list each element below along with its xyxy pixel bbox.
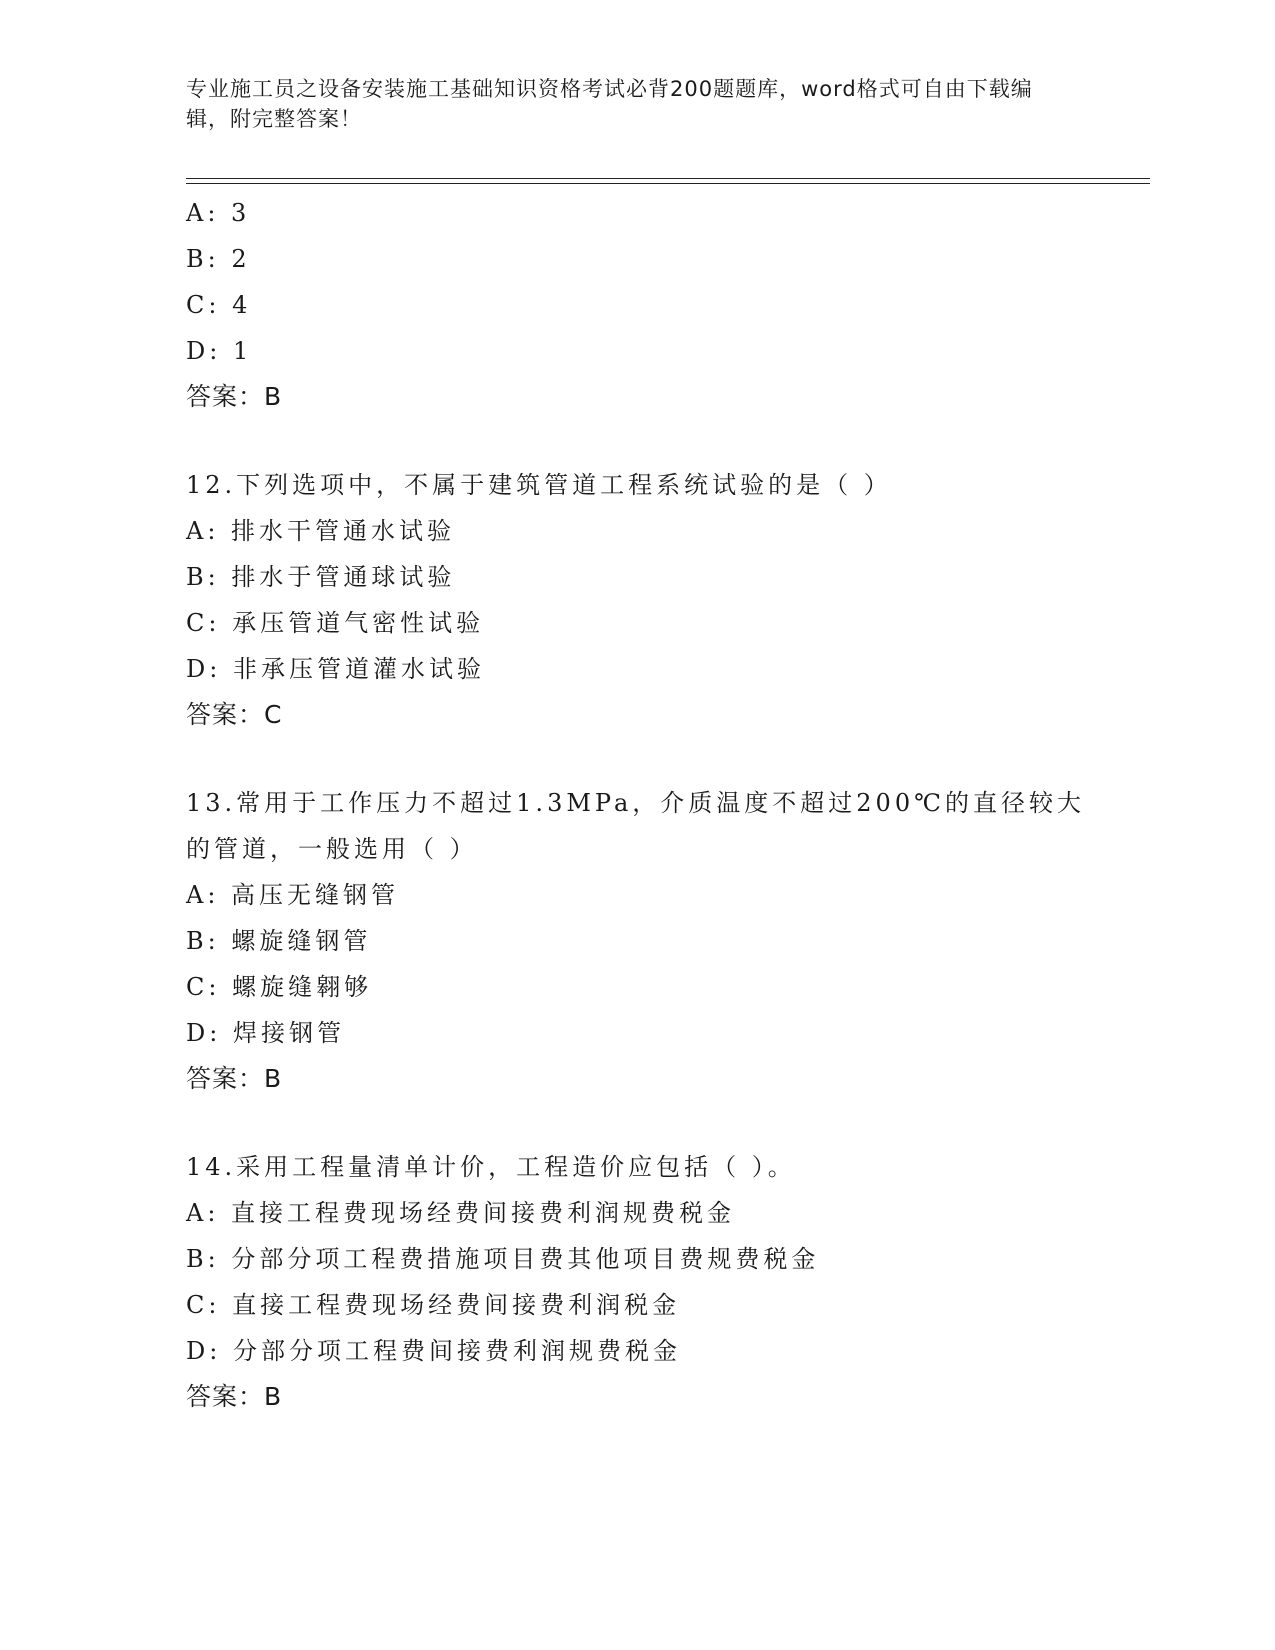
spacer <box>186 738 1150 780</box>
option-c: C: 直接工程费现场经费间接费利润税金 <box>186 1291 681 1319</box>
question-block-14 <box>186 1144 1150 1420</box>
option-d: D: 分部分项工程费间接费利润规费税金 <box>186 1337 681 1365</box>
option-a: A: 排水干管通水试验 <box>186 517 456 545</box>
answer-line: 答案：B <box>186 1382 283 1411</box>
spacer <box>186 420 1150 462</box>
question-stem: 12.下列选项中，不属于建筑管道工程系统试验的是（ ） <box>186 471 892 499</box>
option-b: B: 排水于管通球试验 <box>186 563 456 591</box>
question-block-12 <box>186 462 1150 738</box>
option-c: C: 4 <box>186 291 252 319</box>
option-c: C: 承压管道气密性试验 <box>186 609 485 637</box>
option-a: A: 高压无缝钢管 <box>186 881 400 909</box>
option-b: B: 螺旋缝钢管 <box>186 927 372 955</box>
option-d: D: 焊接钢管 <box>186 1019 345 1047</box>
header-rule-top <box>186 178 1150 179</box>
answer-line: 答案：B <box>186 1064 283 1093</box>
option-d: D: 1 <box>186 337 253 365</box>
option-b: B: 分部分项工程费措施项目费其他项目费规费税金 <box>186 1245 820 1273</box>
question-content <box>186 190 1150 1420</box>
question-stem: 13.常用于工作压力不超过1.3MPa，介质温度不超过200℃的直径较大的管道，一般选用（ ） <box>186 789 1085 863</box>
question-stem: 14.采用工程量清单计价，工程造价应包括（ ）。 <box>186 1153 796 1181</box>
option-c: C: 螺旋缝翱够 <box>186 973 373 1001</box>
answer-line: 答案：B <box>186 382 283 411</box>
question-block-11 <box>186 190 1150 420</box>
answer-line: 答案：C <box>186 700 283 729</box>
spacer <box>186 1102 1150 1144</box>
option-b: B: 2 <box>186 245 251 273</box>
option-d: D: 非承压管道灌水试验 <box>186 655 485 683</box>
question-block-13 <box>186 780 1150 1102</box>
document-header: 专业施工员之设备安装施工基础知识资格考试必背200题题库，word格式可自由下载编辑，附完整答案！ <box>186 77 1033 131</box>
option-a: A: 直接工程费现场经费间接费利润规费税金 <box>186 1199 736 1227</box>
header-rule-bottom <box>186 183 1150 184</box>
option-a: A: 3 <box>186 199 251 227</box>
